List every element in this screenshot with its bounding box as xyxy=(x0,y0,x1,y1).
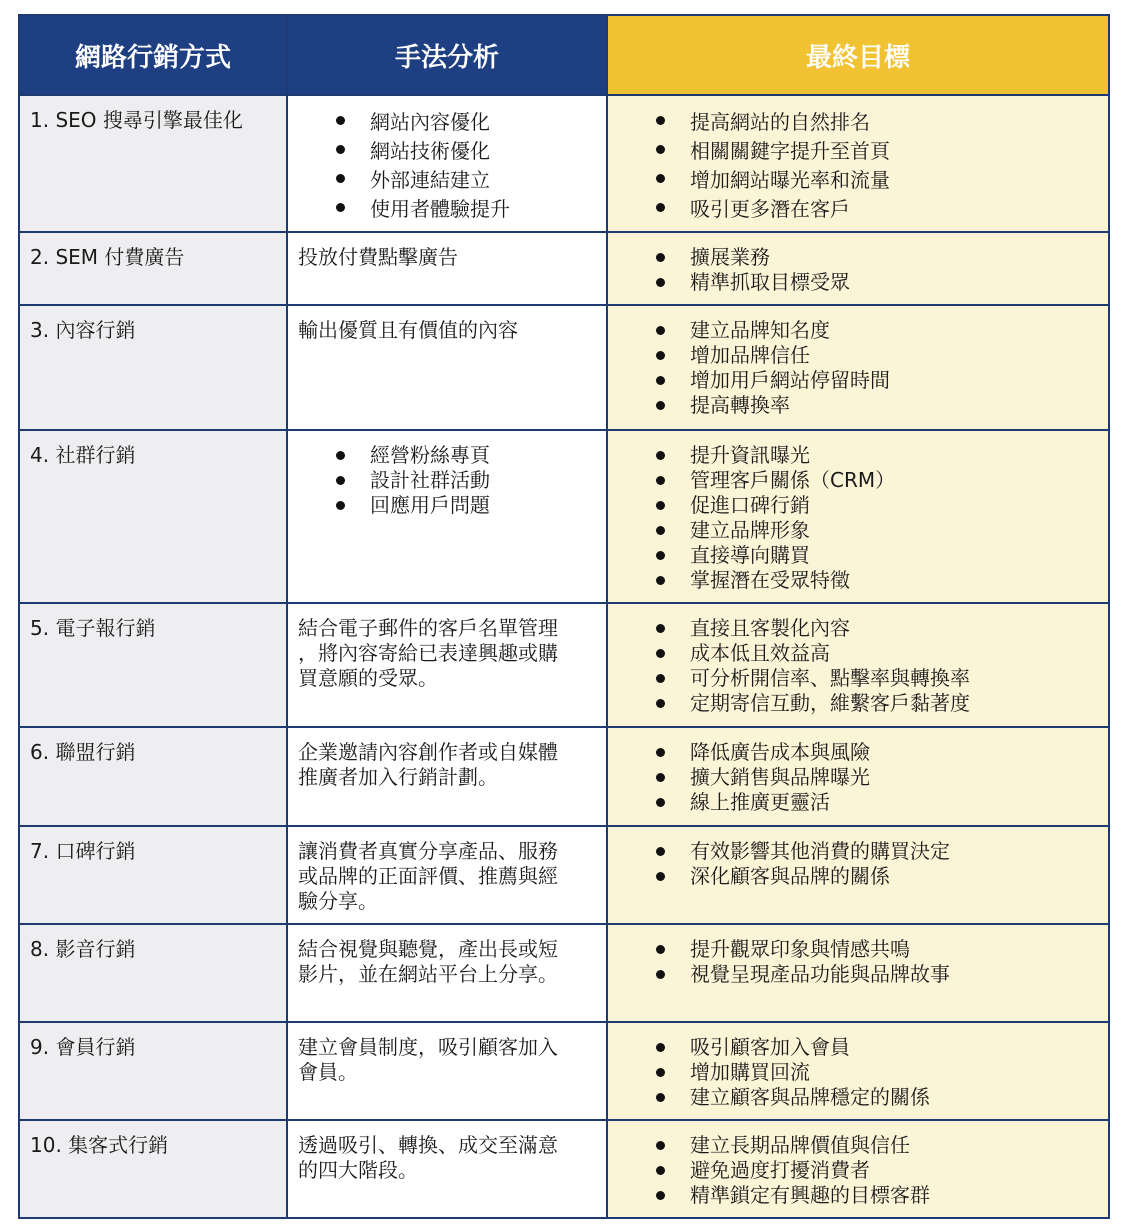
analysis-cell xyxy=(287,603,607,727)
method-label: 1. SEO 搜尋引擎最佳化 xyxy=(30,108,243,132)
analysis-text: 讓消費者真實分享產品、服務 或品牌的正面評價、推薦與經 驗分享。 xyxy=(298,839,558,913)
goal-item: 直接導向購買 xyxy=(608,543,1108,568)
goal-item: 視覺呈現產品功能與品牌故事 xyxy=(608,962,1108,987)
method-cell xyxy=(19,430,287,603)
analysis-item: 設計社群活動 xyxy=(288,468,606,493)
goal-item: 提高轉換率 xyxy=(608,393,1108,418)
method-label: 9. 會員行銷 xyxy=(30,1035,136,1059)
goal-item: 直接且客製化內容 xyxy=(608,616,1108,641)
analysis-text: 企業邀請內容創作者或自媒體 推廣者加入行銷計劃。 xyxy=(298,740,558,789)
analysis-item: 經營粉絲專頁 xyxy=(288,443,606,468)
table-row xyxy=(19,1120,1109,1218)
analysis-list xyxy=(288,431,606,518)
goal-item: 深化顧客與品牌的關係 xyxy=(608,864,1108,889)
goal-list xyxy=(608,1023,1108,1110)
goal-cell xyxy=(607,305,1109,430)
analysis-cell xyxy=(287,430,607,603)
goal-item: 增加用戶網站停留時間 xyxy=(608,368,1108,393)
analysis-text: 結合電子郵件的客戶名單管理 ，將內容寄給已表達興趣或購 買意願的受眾。 xyxy=(298,616,558,690)
goal-list xyxy=(608,827,1108,889)
method-label: 5. 電子報行銷 xyxy=(30,616,156,640)
goal-item: 建立長期品牌價值與信任 xyxy=(608,1133,1108,1158)
goal-item: 提升觀眾印象與情感共鳴 xyxy=(608,937,1108,962)
goal-list xyxy=(608,728,1108,815)
goal-cell xyxy=(607,924,1109,1022)
goal-item: 成本低且效益高 xyxy=(608,641,1108,666)
goal-item: 掌握潛在受眾特徵 xyxy=(608,568,1108,593)
analysis-text: 投放付費點擊廣告 xyxy=(298,245,458,269)
goal-item: 建立品牌知名度 xyxy=(608,318,1108,343)
goal-cell xyxy=(607,826,1109,924)
method-label: 6. 聯盟行銷 xyxy=(30,740,136,764)
analysis-cell xyxy=(287,826,607,924)
method-label: 10. 集客式行銷 xyxy=(30,1133,169,1157)
goal-list xyxy=(608,1121,1108,1208)
table-row xyxy=(19,232,1109,305)
goal-list xyxy=(608,306,1108,418)
analysis-cell xyxy=(287,305,607,430)
analysis-text: 建立會員制度，吸引顧客加入 會員。 xyxy=(298,1035,558,1084)
goal-cell xyxy=(607,430,1109,603)
method-cell xyxy=(19,603,287,727)
goal-list xyxy=(608,431,1108,593)
method-cell xyxy=(19,1022,287,1120)
table-row xyxy=(19,305,1109,430)
goal-item: 擴大銷售與品牌曝光 xyxy=(608,765,1108,790)
analysis-item: 網站內容優化 xyxy=(288,108,606,137)
goal-item: 精準抓取目標受眾 xyxy=(608,270,1108,295)
goal-item: 建立品牌形象 xyxy=(608,518,1108,543)
goal-cell xyxy=(607,727,1109,826)
analysis-item: 回應用戶問題 xyxy=(288,493,606,518)
goal-item: 有效影響其他消費的購買決定 xyxy=(608,839,1108,864)
goal-cell xyxy=(607,232,1109,305)
goal-item: 相關關鍵字提升至首頁 xyxy=(608,137,1108,166)
method-cell xyxy=(19,95,287,232)
goal-item: 提升資訊曝光 xyxy=(608,443,1108,468)
goal-item: 吸引更多潛在客戶 xyxy=(608,195,1108,224)
goal-item: 定期寄信互動，維繫客戶黏著度 xyxy=(608,691,1108,716)
table-row xyxy=(19,727,1109,826)
analysis-item: 網站技術優化 xyxy=(288,137,606,166)
goal-item: 管理客戶關係（CRM） xyxy=(608,468,1108,493)
goal-item: 提高網站的自然排名 xyxy=(608,108,1108,137)
method-label: 4. 社群行銷 xyxy=(30,443,136,467)
goal-item: 促進口碑行銷 xyxy=(608,493,1108,518)
method-label: 2. SEM 付費廣告 xyxy=(30,245,185,269)
goal-item: 建立顧客與品牌穩定的關係 xyxy=(608,1085,1108,1110)
table-row xyxy=(19,603,1109,727)
table-row xyxy=(19,430,1109,603)
goal-cell xyxy=(607,1120,1109,1218)
goal-item: 避免過度打擾消費者 xyxy=(608,1158,1108,1183)
analysis-cell xyxy=(287,1022,607,1120)
goal-item: 增加品牌信任 xyxy=(608,343,1108,368)
analysis-cell xyxy=(287,1120,607,1218)
analysis-cell xyxy=(287,924,607,1022)
goal-list xyxy=(608,925,1108,987)
analysis-text: 輸出優質且有價值的內容 xyxy=(298,318,518,342)
analysis-cell xyxy=(287,727,607,826)
goal-list xyxy=(608,604,1108,716)
header-row xyxy=(19,15,1109,95)
goal-list xyxy=(608,96,1108,224)
table-row xyxy=(19,924,1109,1022)
goal-item: 增加購買回流 xyxy=(608,1060,1108,1085)
analysis-text: 透過吸引、轉換、成交至滿意 的四大階段。 xyxy=(298,1133,558,1182)
table-row xyxy=(19,1022,1109,1120)
goal-item: 增加網站曝光率和流量 xyxy=(608,166,1108,195)
goal-item: 吸引顧客加入會員 xyxy=(608,1035,1108,1060)
method-cell xyxy=(19,232,287,305)
method-label: 8. 影音行銷 xyxy=(30,937,136,961)
header-goal: 最終目標 xyxy=(607,15,1109,95)
goal-item: 降低廣告成本與風險 xyxy=(608,740,1108,765)
method-label: 7. 口碑行銷 xyxy=(30,839,136,863)
header-method: 網路行銷方式 xyxy=(19,15,287,95)
goal-cell xyxy=(607,1022,1109,1120)
method-label: 3. 內容行銷 xyxy=(30,318,136,342)
analysis-text: 結合視覺與聽覺，產出長或短 影片，並在網站平台上分享。 xyxy=(298,937,558,986)
analysis-list xyxy=(288,96,606,224)
method-cell xyxy=(19,727,287,826)
header-analysis: 手法分析 xyxy=(287,15,607,95)
analysis-item: 外部連結建立 xyxy=(288,166,606,195)
goal-cell xyxy=(607,603,1109,727)
method-cell xyxy=(19,826,287,924)
method-cell xyxy=(19,924,287,1022)
goal-item: 可分析開信率、點擊率與轉換率 xyxy=(608,666,1108,691)
method-cell xyxy=(19,305,287,430)
goal-list xyxy=(608,233,1108,295)
goal-item: 精準鎖定有興趣的目標客群 xyxy=(608,1183,1108,1208)
goal-cell xyxy=(607,95,1109,232)
goal-item: 擴展業務 xyxy=(608,245,1108,270)
analysis-cell xyxy=(287,232,607,305)
table-row xyxy=(19,826,1109,924)
analysis-cell xyxy=(287,95,607,232)
goal-item: 線上推廣更靈活 xyxy=(608,790,1108,815)
table-row xyxy=(19,95,1109,232)
method-cell xyxy=(19,1120,287,1218)
marketing-table xyxy=(18,14,1110,1219)
analysis-item: 使用者體驗提升 xyxy=(288,195,606,224)
